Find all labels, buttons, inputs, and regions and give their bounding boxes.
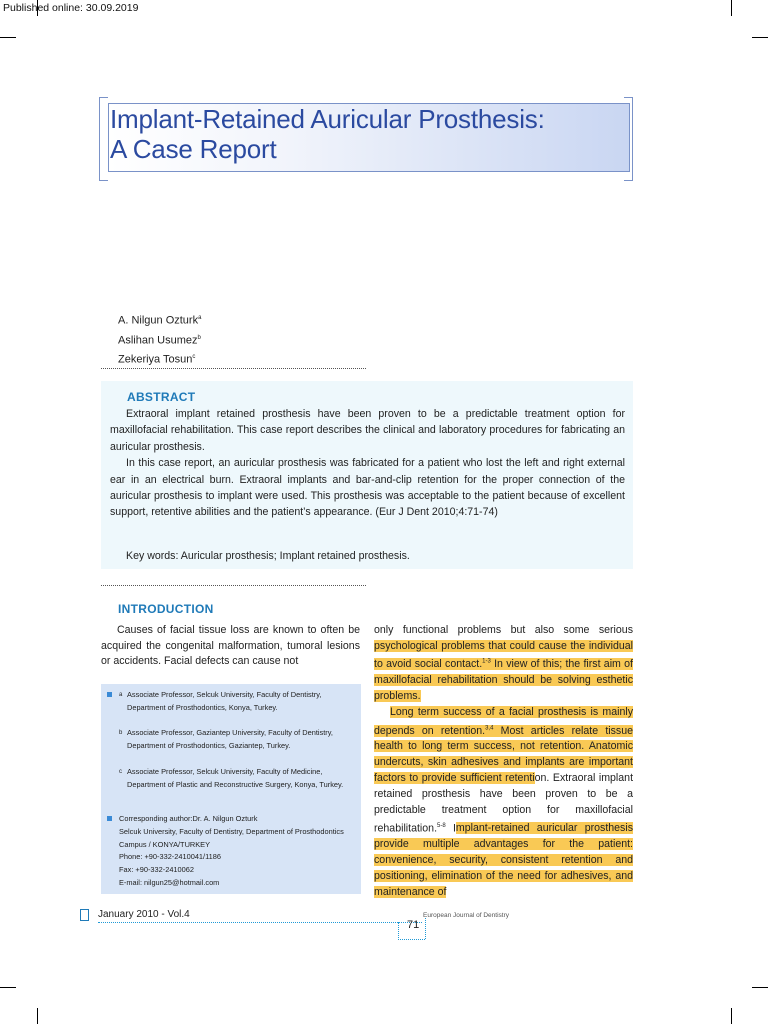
affiliation [107,727,357,753]
intro-left-column [101,623,360,670]
article-title [110,104,545,164]
citation: 1-3 [482,658,491,665]
text-run: In view of this; the first aim of maxillofacial rehabilitation should be solving esthetic problems. [374,658,633,703]
citation: 3,4 [485,724,494,731]
affiliations-box [101,684,361,894]
crop-mark [731,0,732,16]
published-date: Published online: 30.09.2019 [3,2,139,14]
footer-rule [398,939,425,940]
affiliation-text: Associate Professor, Selcuk University, Faculty of Medicine, Department of Plastic and Reconstructive Surgery, Konya, Turkey. [127,767,344,789]
page-number: 71 [407,919,420,931]
author-name: Aslihan Usumez [118,334,198,347]
correspondence-author: Corresponding author:Dr. A. Nilgun Ozturk [119,814,258,823]
intro-paragraph [374,705,633,901]
text-run: only functional problems but also some serious [374,624,633,636]
text-run: Long term success of a facial prosthesis is mainly depends on retention. [374,706,633,737]
text-run: Most articles relate tissue health to long term success, not retention. Anatomic undercuts, skin adhesives and implants are important factors to provide sufficient retenti [374,724,633,785]
citation: 5-8 [437,822,446,829]
correspondence-text [119,813,357,890]
text-run: on. Extraoral implant retained prosthesis have been proven to be a predictable treatment option for maxillofacial rehabilitation. [374,772,634,835]
footer-page-icon [80,909,89,921]
footer-rule [398,922,399,940]
abstract-heading: ABSTRACT [127,390,196,404]
intro-paragraph: Causes of facial tissue loss are known to often be acquired the congenital malformation, tumoral lesions or accidents. Facial defects can cause not [101,624,360,668]
affiliation-text: Associate Professor, Gaziantep University, Faculty of Dentistry, Department of Prosthodontics, Gaziantep, Turkey. [127,728,333,750]
crop-mark [731,1008,732,1024]
author [118,310,201,330]
correspondence-fax: Fax: +90-332-2410062 [119,865,194,875]
author-mark: b [197,334,201,341]
footer-rule [425,918,426,939]
crop-mark [752,37,768,38]
correspondence-phone: Phone: +90-332-2410041/1186 [119,852,221,862]
affiliation-mark: b [119,730,123,736]
highlighted-text [374,640,633,702]
intro-right-column [374,623,633,901]
affiliation [107,766,357,792]
divider [101,585,366,586]
footer-journal: European Journal of Dentistry [423,912,509,919]
affiliation-mark: c [119,769,122,775]
title-bracket-right [624,97,633,181]
author [118,330,201,350]
author-name: A. Nilgun Ozturk [118,314,199,327]
affiliation-mark: a [119,692,123,698]
introduction-heading: INTRODUCTION [118,602,214,616]
text-run: I [445,822,456,835]
author-mark: c [192,354,196,361]
author [118,349,201,369]
divider [101,368,366,369]
bullet-square-icon [107,692,112,697]
crop-mark [0,987,16,988]
correspondence [107,813,357,890]
affiliation-text: Associate Professor, Selcuk University, Faculty of Dentistry, Department of Prosthodontics, Konya, Turkey. [127,690,322,712]
author-name: Zekeriya Tosun [118,353,193,366]
correspondence-email: E-mail: nilgun25@hotmail.com [119,877,220,887]
correspondence-address: Selcuk University, Faculty of Dentistry, Department of Prosthodontics Campus / KONYA/TURKEY [119,826,344,849]
crop-mark [37,1008,38,1024]
abstract-paragraph: Extraoral implant retained prosthesis have been proven to be a predictable treatment option for maxillofacial rehabilitation. This case report describes the clinical and laboratory procedures for fabricating an auricular prosthesis. [110,408,625,453]
title-bracket-left [99,97,108,181]
abstract-paragraph: In this case report, an auricular prosthesis was fabricated for a patient who lost the left and right external ear in an electrical burn. Extraoral implants and bar-and-clip retention for the proper connection of the auricular prosthesis to implant were used. This prosthesis was acceptable to the patient because of excellent support, retentive abilities and the patient’s appearance. (Eur J Dent 2010;4:71-74) [110,457,625,519]
footer-rule [98,922,422,923]
highlighted-text: mplant-retained auricular prosthesis provide multiple advantages for the patient: convenience, security, consistent retention and positioning, elimination of the need for adhesives, and maintenance of [374,822,634,899]
footer-issue: January 2010 - Vol.4 [98,909,190,920]
keywords: Key words: Auricular prosthesis; Implant retained prosthesis. [126,550,410,562]
article-title-line2: A Case Report [110,134,277,164]
crop-mark [0,37,16,38]
author-list [118,310,201,369]
intro-paragraph [374,623,633,705]
author-mark: a [198,315,202,321]
bullet-square-icon [107,816,112,821]
crop-mark [752,987,768,988]
affiliation [107,689,357,715]
article-title-line1: Implant-Retained Auricular Prosthesis: [110,104,545,134]
text-run: psychological problems that could cause the individual to avoid social contact. [374,639,633,671]
abstract-body [110,406,625,521]
